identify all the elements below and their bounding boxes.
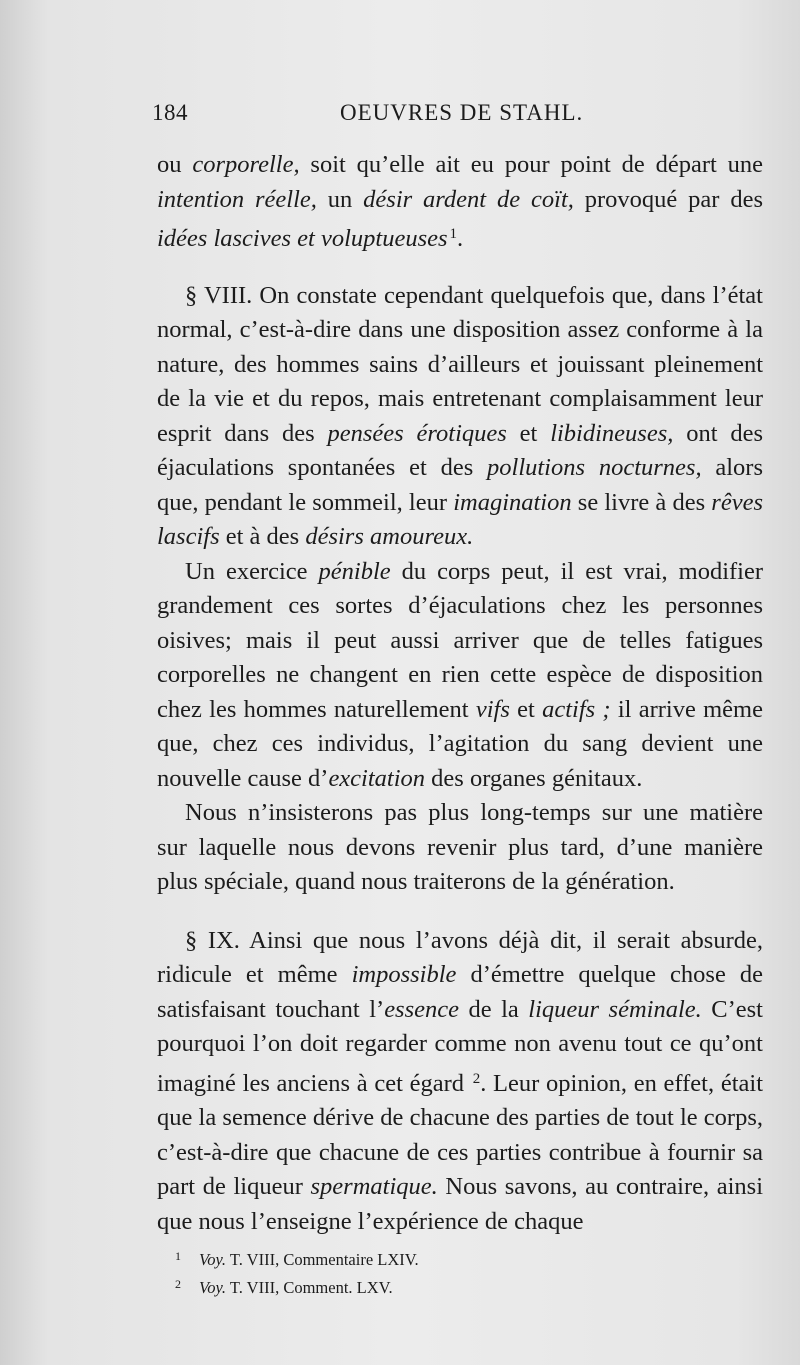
italic-text: corporelle, [192, 151, 300, 178]
footnote-2 [175, 1272, 735, 1300]
running-title: OEUVRES DE STAHL. [340, 100, 584, 125]
text-run: Un exercice [185, 557, 319, 585]
italic-text: essence [384, 995, 460, 1023]
italic-text: rêves lascifs [157, 488, 763, 550]
text-run: et [506, 419, 551, 447]
text-run: du corps peut, il est vrai, modifier grandement ces sortes d’éjaculations chez les personnes oisives; mais il peut aussi arriver que de telles fatigues corporelles ne changent en rien cette espèce de disposition chez les hommes naturellement [157, 557, 764, 723]
paragraph-continuation [157, 148, 763, 257]
italic-text: pénible [318, 557, 391, 585]
italic-text: liqueur séminale. [528, 995, 702, 1023]
text-run: § IX. Ainsi que nous l’avons déjà dit, il serait absurde, ridicule et même [157, 926, 763, 988]
paragraph-section-ix [157, 924, 763, 1240]
text-run: ont des éjaculations spontanées et des [157, 419, 764, 481]
text-run: ou [157, 151, 193, 178]
text-run: provoqué par des [573, 185, 764, 213]
paragraph-exercise [157, 555, 763, 797]
footnote-text: T. VIII, Commentaire LXIV. [226, 1250, 419, 1269]
italic-text: pensées érotiques [327, 419, 507, 447]
italic-text: libidineuses, [550, 419, 674, 447]
italic-text: idées lascives et voluptueuses [157, 225, 448, 252]
italic-text: actifs ; [542, 695, 611, 723]
italic-text: impossible [351, 961, 457, 988]
text-run: des organes génitaux. [425, 764, 643, 792]
text-run: et à des [219, 523, 306, 550]
italic-text: désirs amoureux. [305, 523, 474, 550]
italic-text: spermatique. [310, 1173, 438, 1200]
page-number: 184 [152, 100, 188, 125]
paragraph-insist [157, 796, 763, 900]
footnote-mark: 1 [175, 1249, 181, 1263]
italic-text: désir ardent de coït, [363, 185, 574, 213]
footnote-1 [175, 1244, 735, 1272]
body-text [157, 148, 763, 1239]
footnote-text: T. VIII, Comment. LXV. [226, 1278, 393, 1297]
text-run: un [316, 185, 364, 213]
text-run: Nous savons, au contraire, ainsi que nous l’enseigne l’expérience de chaque [157, 1173, 763, 1235]
footnote-abbr: Voy. [199, 1250, 227, 1269]
text-run: . Leur opinion, en effet, était que la semence dérive de chacune des parties de tout le corps, c’est-à-dire que chacune de ces parties contribue à fournir sa part de liqueur [157, 1069, 763, 1200]
footnotes [175, 1244, 735, 1300]
paragraph-section-viii [157, 279, 763, 555]
italic-text: excitation [328, 764, 426, 792]
footnote-reference: 2 [472, 1070, 481, 1087]
text-run: il arrive même que, chez ces individus, l’agitation du sang devient une nouvelle cause d’ [157, 695, 763, 792]
text-run: de la [459, 995, 529, 1023]
italic-text: vifs [475, 695, 510, 723]
footnote-mark: 2 [175, 1277, 181, 1291]
text-run: C’est pourquoi l’on doit regarder comme non avenu tout ce qu’ont imaginé les anciens à cet égard [157, 995, 763, 1097]
page-header [150, 100, 760, 140]
italic-text: intention réelle, [157, 185, 317, 213]
footnote-abbr: Voy. [199, 1278, 227, 1297]
text-run: Nous n’insisterons pas plus long-temps sur une matière sur laquelle nous devons revenir plus tard, d’une manière plus spéciale, quand nous traiterons de la génération. [157, 799, 763, 895]
text-run: soit qu’elle ait eu pour point de départ une [299, 151, 763, 178]
text-run: § VIII. On constate cependant quelquefois que, dans l’état normal, c’est-à-dire dans une disposition assez conforme à la nature, des hommes sains d’ailleurs et jouissant pleinement de la vie et du repos, mais entretenant complaisamment leur esprit dans des [157, 281, 763, 447]
text-run: alors que, pendant le sommeil, leur [157, 454, 763, 516]
text-run: et [509, 695, 543, 723]
text-run: . [457, 225, 464, 252]
text-run: d’émettre quelque chose de satisfaisant touchant l’ [157, 961, 764, 1023]
text-run: se livre à des [571, 488, 712, 516]
footnote-reference: 1 [449, 226, 458, 242]
italic-text: pollutions nocturnes, [487, 454, 702, 481]
italic-text: imagination [453, 488, 572, 516]
